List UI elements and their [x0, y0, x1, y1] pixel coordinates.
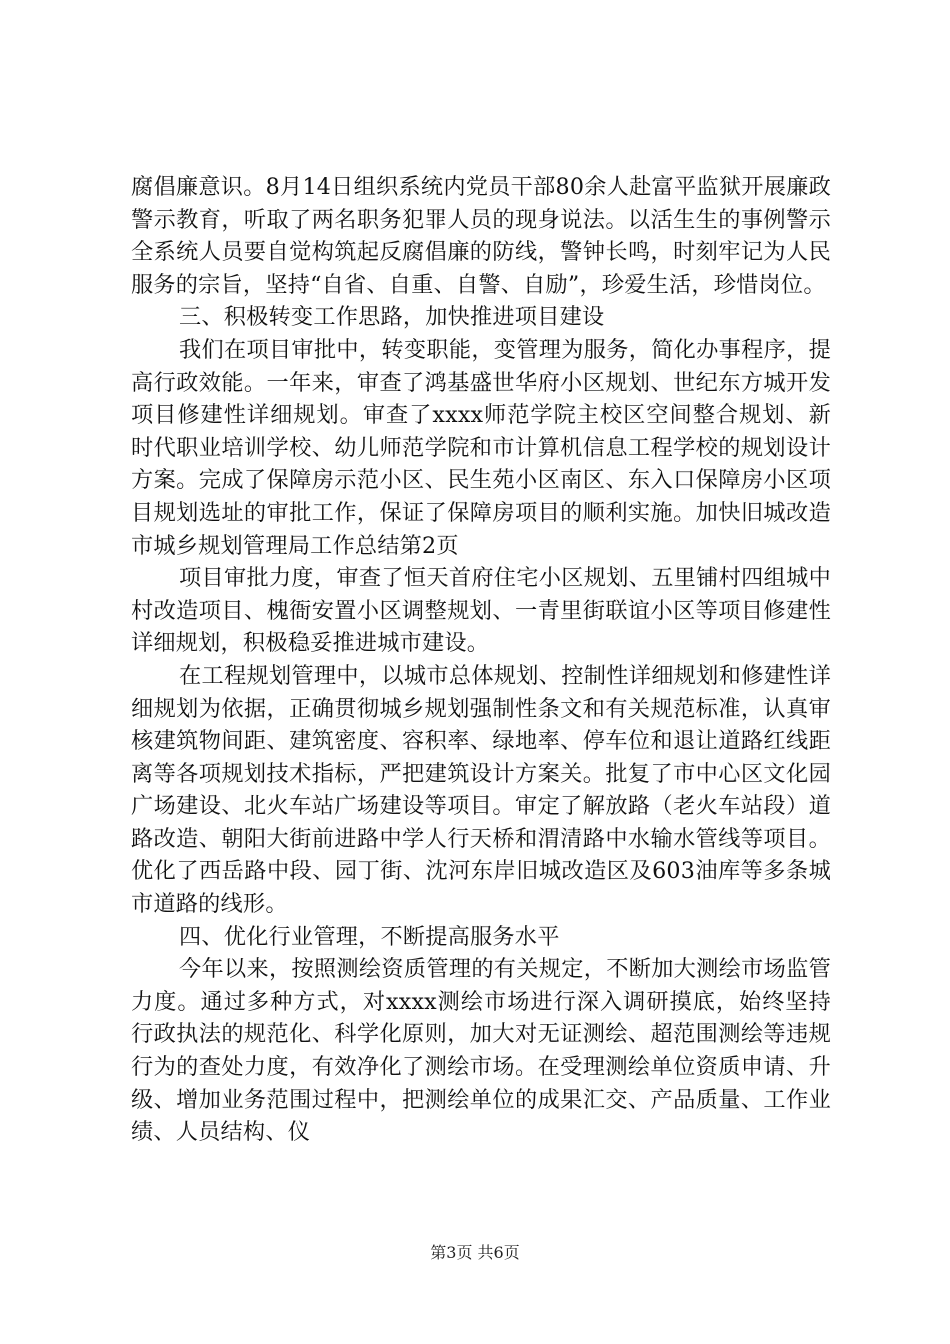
paragraph-2: 我们在项目审批中，转变职能，变管理为服务，简化办事程序，提高行政效能。一年来，审查了鸿基盛世华府小区规划、世纪东方城开发项目修建性详细规划。审查了xxxx师范学院主校区空间整合规划、新时代职业培训学校、幼儿师范学院和市计算机信息工程学校的规划设计方案。完成了保障房示范小区、民生苑小区南区、东入口保障房小区项目规划选址的审批工作，保证了保障房项目的顺利实施。加快旧城改造市城乡规划管理局工作总结第2页 — [131, 336, 831, 559]
section-heading-3: 三、积极转变工作思路，加快推进项目建设 — [179, 304, 605, 331]
paragraph-5: 今年以来，按照测绘资质管理的有关规定，不断加大测绘市场监管力度。通过多种方式，对xxxx测绘市场进行深入调研摸底，始终坚持行政执法的规范化、科学化原则，加大对无证测绘、超范围测绘等违规行为的查处力度，有效净化了测绘市场。在受理测绘单位资质申请、升级、增加业务范围过程中，把测绘单位的成果汇交、产品质量、工作业绩、人员结构、仪 — [131, 956, 831, 1146]
document-body — [131, 171, 831, 1149]
paragraph-1: 腐倡廉意识。8月14日组织系统内党员干部80余人赴富平监狱开展廉政警示教育，听取了两名职务犯罪人员的现身说法。以活生生的事例警示全系统人员要自觉构筑起反腐倡廉的防线，警钟长鸣，时刻牢记为人民服务的宗旨，坚持“自省、自重、自警、自励”，珍爱生活，珍惜岗位。 — [131, 174, 831, 298]
paragraph-3: 项目审批力度，审查了恒天首府住宅小区规划、五里铺村四组城中村改造项目、槐衙安置小区调整规划、一青里街联谊小区等项目修建性详细规划，积极稳妥推进城市建设。 — [131, 565, 831, 657]
paragraph-4: 在工程规划管理中，以城市总体规划、控制性详细规划和修建性详细规划为依据，正确贯彻城乡规划强制性条文和有关规范标准，认真审核建筑物间距、建筑密度、容积率、绿地率、停车位和退让道路红线距离等各项规划技术指标，严把建筑设计方案关。批复了市中心区文化园广场建设、北火车站广场建设等项目。审定了解放路（老火车站段）道路改造、朝阳大街前进路中学人行天桥和渭清路中水输水管线等项目。优化了西岳路中段、园丁街、沈河东岸旧城改造区及603油库等多条城市道路的线形。 — [131, 662, 831, 918]
section-heading-4: 四、优化行业管理，不断提高服务水平 — [179, 923, 560, 950]
page-footer: 第3页 共6页 — [430, 1243, 520, 1262]
